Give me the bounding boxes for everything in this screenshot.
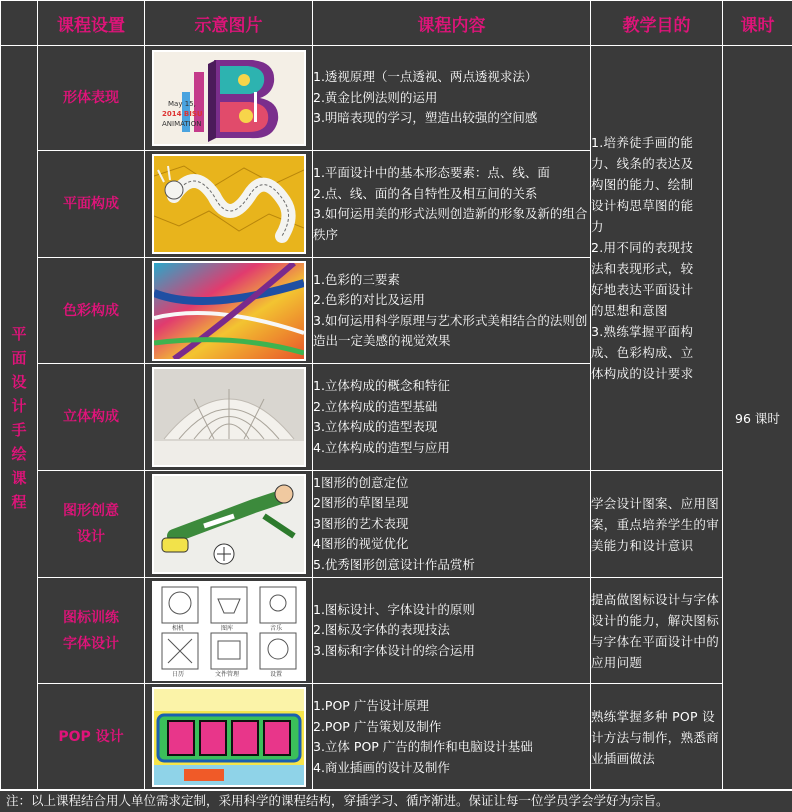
content-line: 3.立体 POP 广告的制作和电脑设计基础 [313, 737, 590, 758]
table-row [1, 684, 792, 791]
svg-text:ANIMATION: ANIMATION [162, 120, 201, 128]
content-line: 2.色彩的对比及运用 [313, 290, 590, 311]
course-content [313, 578, 591, 684]
goal-line: 力 [591, 216, 722, 237]
section-label-char: 程 [1, 490, 37, 514]
content-line: 4.立体构成的造型与应用 [313, 438, 590, 459]
icon-caption: 图库 [221, 624, 233, 632]
section-label-char: 课 [1, 466, 37, 490]
course-image-cell [145, 684, 313, 791]
course-name-line: 图形创意 [38, 498, 144, 524]
course-name: 平面构成 [38, 151, 145, 258]
course-image-cell [145, 258, 313, 364]
content-line: 2.POP 广告策划及制作 [313, 717, 590, 738]
footer-note: 注：以上课程结合用人单位需求定制，采用科学的课程结构，穿插学习、循序渐进。保证让每一位学员学会学好为宗旨。 [0, 789, 792, 811]
header-hours: 课时 [723, 1, 792, 46]
header-course-setting: 课程设置 [38, 1, 145, 46]
table-row [1, 46, 792, 151]
section-label-char: 平 [1, 322, 37, 346]
paper-sculpture-image [152, 367, 306, 467]
course-image-cell [145, 364, 313, 471]
course-content [313, 471, 591, 578]
content-line: 3.图标和字体设计的综合运用 [313, 641, 590, 662]
3d-letter-b-image [152, 50, 306, 146]
content-line: 3图形的艺术表现 [313, 514, 590, 535]
course-content [313, 258, 591, 364]
content-line: 2.立体构成的造型基础 [313, 397, 590, 418]
content-line: 1.POP 广告设计原理 [313, 696, 590, 717]
section-label-char: 设 [1, 370, 37, 394]
goal-line: 2.用不同的表现技 [591, 237, 722, 258]
goal-line: 力、线条的表达及 [591, 153, 722, 174]
content-line: 1.色彩的三要素 [313, 270, 590, 291]
goal-line: 3.熟练掌握平面构 [591, 321, 722, 342]
goal-line: 好地表达平面设计 [591, 279, 722, 300]
content-line: 5.优秀图形创意设计作品赏析 [313, 555, 590, 576]
course-goal: 学会设计图案、应用图案，重点培养学生的审美能力和设计意识 [591, 471, 723, 578]
course-image-cell [145, 578, 313, 684]
content-line: 1.平面设计中的基本形态要素：点、线、面 [313, 163, 590, 184]
content-line: 2.黄金比例法则的运用 [313, 88, 590, 109]
content-line: 1图形的创意定位 [313, 473, 590, 494]
course-name-line: 字体设计 [38, 631, 144, 657]
icon-sketches-image [152, 581, 306, 681]
content-line: 2.图标及字体的表现技法 [313, 620, 590, 641]
content-line: 3.立体构成的造型表现 [313, 417, 590, 438]
content-line: 2图形的草图呈现 [313, 493, 590, 514]
course-content [313, 364, 591, 471]
header-row [1, 1, 792, 46]
goal-line: 成、色彩构成、立 [591, 342, 722, 363]
section-label-char: 手 [1, 418, 37, 442]
course-content [313, 151, 591, 258]
course-name [38, 471, 145, 578]
course-name: 立体构成 [38, 364, 145, 471]
table-row [1, 471, 792, 578]
goal-line: 1.培养徒手画的能 [591, 132, 722, 153]
section-label [1, 46, 38, 791]
header-content: 课程内容 [313, 1, 591, 46]
course-name: 形体表现 [38, 46, 145, 151]
course-goal: 提高做图标设计与字体设计的能力，解决图标与字体在平面设计中的应用问题 [591, 578, 723, 684]
header-goal: 教学目的 [591, 1, 723, 46]
course-goal: 熟练掌握多种 POP 设计方法与制作，熟悉商业插画做法 [591, 684, 723, 791]
course-name-line: 图标训练 [38, 605, 144, 631]
course-name [38, 578, 145, 684]
content-line: 1.透视原理（一点透视、两点透视求法） [313, 67, 590, 88]
content-line: 3.如何运用美的形式法则创造新的形象及新的组合秩序 [313, 204, 590, 245]
color-composition-image [152, 261, 306, 361]
course-image-cell [145, 151, 313, 258]
goal-line: 体构成的设计要求 [591, 363, 722, 384]
dragon-illustration-image [152, 154, 306, 254]
football-player-sketch-image [152, 474, 306, 574]
course-name-line: 设计 [38, 524, 144, 550]
icon-caption: 设置 [270, 670, 282, 678]
header-illustration: 示意图片 [145, 1, 313, 46]
content-line: 3.如何运用科学原理与艺术形式美相结合的法则创造出一定美感的视觉效果 [313, 311, 590, 352]
header-empty [1, 1, 38, 46]
content-line: 1.立体构成的概念和特征 [313, 376, 590, 397]
course-image-cell [145, 46, 313, 151]
course-hours: 96 课时 [723, 46, 792, 791]
shared-goal [591, 46, 723, 471]
goal-line: 构图的能力、绘制 [591, 174, 722, 195]
icon-caption: 音乐 [270, 624, 283, 632]
section-label-char: 绘 [1, 442, 37, 466]
image-caption-text: May 15, [168, 100, 196, 108]
content-line: 4.商业插画的设计及制作 [313, 758, 590, 779]
course-image-cell [145, 471, 313, 578]
section-label-char: 计 [1, 394, 37, 418]
course-name: POP 设计 [38, 684, 145, 791]
table-row [1, 578, 792, 684]
course-content [313, 46, 591, 151]
content-line: 1.图标设计、字体设计的原则 [313, 600, 590, 621]
course-name: 色彩构成 [38, 258, 145, 364]
icon-caption: 文件管理 [215, 670, 239, 678]
content-line: 4图形的视觉优化 [313, 534, 590, 555]
content-line: 3.明暗表现的学习，塑造出较强的空间感 [313, 108, 590, 129]
icon-caption: 相机 [172, 624, 184, 632]
course-content [313, 684, 591, 791]
content-line: 2.点、线、面的各自特性及相互间的关系 [313, 184, 590, 205]
section-label-char: 面 [1, 346, 37, 370]
svg-text:2014 BISU: 2014 BISU [162, 110, 203, 118]
goal-line: 法和表现形式，较 [591, 258, 722, 279]
goal-line: 设计构思草图的能 [591, 195, 722, 216]
goal-line: 的思想和意图 [591, 300, 722, 321]
pop-poster-image [152, 687, 306, 787]
icon-caption: 日历 [172, 671, 184, 678]
